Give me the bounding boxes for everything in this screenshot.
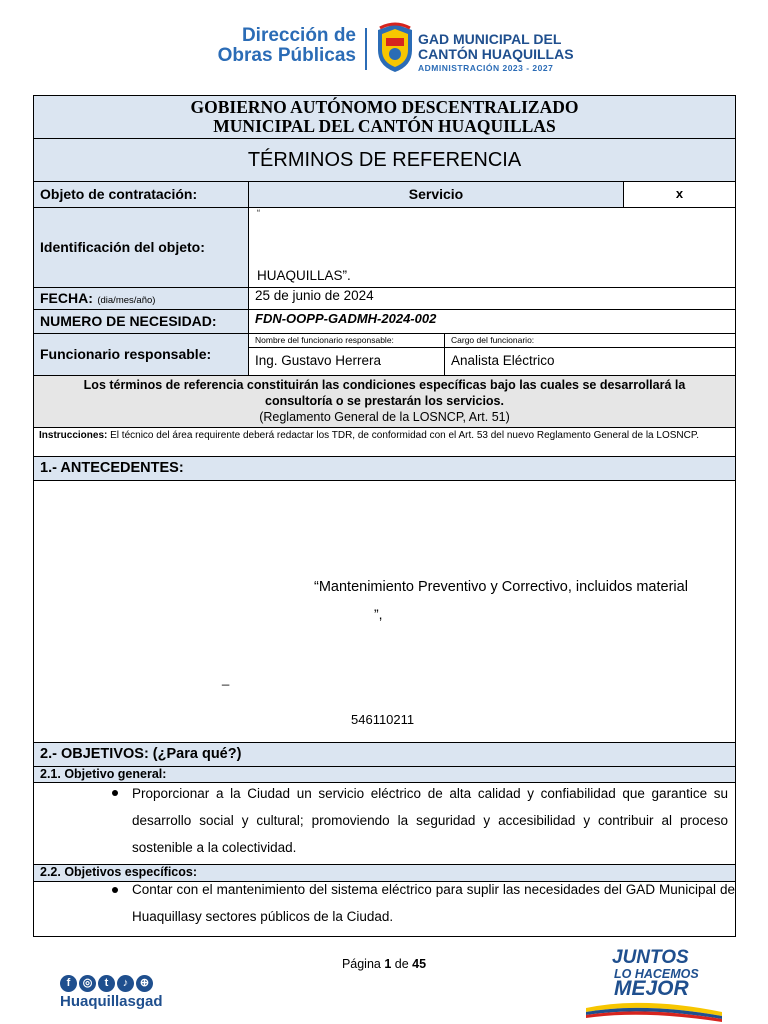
ident-value-end: HUAQUILLAS”. bbox=[257, 268, 351, 283]
page-of: de bbox=[391, 957, 413, 971]
terms-note bbox=[34, 376, 735, 428]
identificacion-row bbox=[34, 208, 735, 288]
objetivo-general-body bbox=[34, 783, 735, 865]
web-icon[interactable]: ⊕ bbox=[136, 975, 153, 992]
obras-publicas-logo bbox=[206, 26, 356, 66]
fecha-format: (dia/mes/año) bbox=[97, 295, 156, 306]
funcionario-name: Ing. Gustavo Herrera bbox=[255, 353, 382, 368]
ident-label: Identificación del objeto: bbox=[34, 208, 249, 287]
title-line2: MUNICIPAL DEL CANTÓN HUAQUILLAS bbox=[213, 116, 556, 136]
objeto-row bbox=[34, 182, 735, 208]
objetivos-especificos-text: Contar con el mantenimiento del sistema eléctrico para suplir las necesidades del GAD Municipal de Huaquillasy sectores públicos de la Ciudad. bbox=[132, 882, 735, 924]
objeto-label: Objeto de contratación: bbox=[34, 182, 249, 207]
slogan-line2: LO HACEMOS bbox=[614, 967, 699, 981]
instagram-icon[interactable]: ◎ bbox=[79, 975, 96, 992]
page-header bbox=[0, 14, 768, 78]
funcionario-name-caption: Nombre del funcionario responsable: bbox=[249, 334, 444, 348]
funcionario-role-cell bbox=[445, 334, 735, 375]
funcionario-name-cell bbox=[249, 334, 445, 375]
slogan-line3: MEJOR bbox=[614, 977, 689, 1000]
numero-value: FDN-OOPP-GADMH-2024-002 bbox=[255, 311, 437, 326]
slogan-line1: JUNTOS bbox=[612, 947, 689, 968]
page-total: 45 bbox=[412, 957, 427, 971]
instr-label: Instrucciones: bbox=[39, 430, 108, 441]
instr-text: El técnico del área requirente deberá redactar los TDR, de conformidad con el Art. 53 del nuevo Reglamento General de la LOSNCP. bbox=[107, 430, 699, 441]
objeto-mark: x bbox=[675, 186, 684, 201]
dop-line1: Dirección de bbox=[241, 25, 356, 46]
facebook-icon[interactable]: f bbox=[60, 975, 77, 992]
tdr-table bbox=[33, 95, 736, 937]
fecha-row bbox=[34, 288, 735, 310]
gad-line3: ADMINISTRACIÓN 2023 - 2027 bbox=[418, 63, 554, 73]
funcionario-role-caption: Cargo del funcionario: bbox=[445, 334, 735, 348]
fecha-label-cell bbox=[34, 288, 249, 309]
antecedentes-line2: ”, bbox=[374, 606, 383, 622]
page-prefix: Página bbox=[341, 957, 385, 971]
objetivo-general-text: Proporcionar a la Ciudad un servicio eléctrico de alta calidad y confiabilidad que garantice su desarrollo social y cultural; promoviendo la seguridad y accesibilidad y contribuir al proceso sostenible a la colectividad. bbox=[132, 786, 728, 855]
antecedentes-line1: “Mantenimiento Preventivo y Correctivo, incluidos material bbox=[314, 579, 688, 595]
antecedentes-body bbox=[34, 481, 735, 743]
antecedentes-code: 546110211 bbox=[351, 712, 415, 727]
juntos-logo bbox=[584, 944, 724, 1022]
terms-line1: Los términos de referencia constituirán las condiciones específicas bajo las cuales se desarrollará la bbox=[83, 378, 686, 392]
antecedentes-heading: 1.- ANTECEDENTES: bbox=[34, 457, 735, 481]
title-line1: GOBIERNO AUTÓNOMO DESCENTRALIZADO bbox=[190, 97, 579, 117]
objetivos-especificos-body bbox=[34, 882, 735, 937]
ident-value-cell bbox=[249, 208, 735, 287]
institution-title bbox=[34, 96, 735, 139]
document-title: TÉRMINOS DE REFERENCIA bbox=[34, 139, 735, 182]
dop-line2: Obras Públicas bbox=[217, 45, 356, 66]
bullet-icon bbox=[112, 887, 118, 893]
objetivo-general-heading: 2.1. Objetivo general: bbox=[34, 767, 735, 783]
numero-row bbox=[34, 310, 735, 334]
fecha-value: 25 de junio de 2024 bbox=[255, 288, 374, 303]
gad-line2: CANTÓN HUAQUILLAS bbox=[418, 46, 574, 62]
objeto-value: Servicio bbox=[249, 182, 624, 207]
ident-quote: “ bbox=[257, 208, 260, 218]
objetivos-heading: 2.- OBJETIVOS: (¿Para qué?) bbox=[34, 743, 735, 767]
funcionario-role: Analista Eléctrico bbox=[451, 353, 555, 368]
twitter-icon[interactable]: t bbox=[98, 975, 115, 992]
objetivos-especificos-heading: 2.2. Objetivos específicos: bbox=[34, 865, 735, 882]
gad-line1: GAD MUNICIPAL DEL bbox=[418, 31, 562, 47]
flag-swoosh-icon bbox=[584, 998, 724, 1022]
bullet-icon bbox=[112, 790, 118, 796]
social-handle: Huaquillasgad bbox=[60, 993, 163, 1010]
terms-line2: consultoría o se prestarán los servicios. bbox=[265, 394, 504, 408]
header-divider bbox=[365, 28, 367, 70]
gad-logo-text bbox=[418, 32, 578, 74]
terms-ref: (Reglamento General de la LOSNCP, Art. 51) bbox=[259, 410, 510, 424]
social-icons bbox=[60, 973, 170, 993]
antecedentes-line3: _ bbox=[222, 671, 230, 686]
funcionario-row bbox=[34, 334, 735, 376]
numero-label: NUMERO DE NECESIDAD: bbox=[34, 310, 249, 333]
funcionario-label: Funcionario responsable: bbox=[34, 334, 249, 375]
page-current: 1 bbox=[384, 957, 392, 971]
municipal-seal-icon bbox=[374, 22, 416, 74]
instructions bbox=[34, 428, 735, 457]
fecha-label: FECHA: bbox=[40, 290, 93, 306]
tiktok-icon[interactable]: ♪ bbox=[117, 975, 134, 992]
